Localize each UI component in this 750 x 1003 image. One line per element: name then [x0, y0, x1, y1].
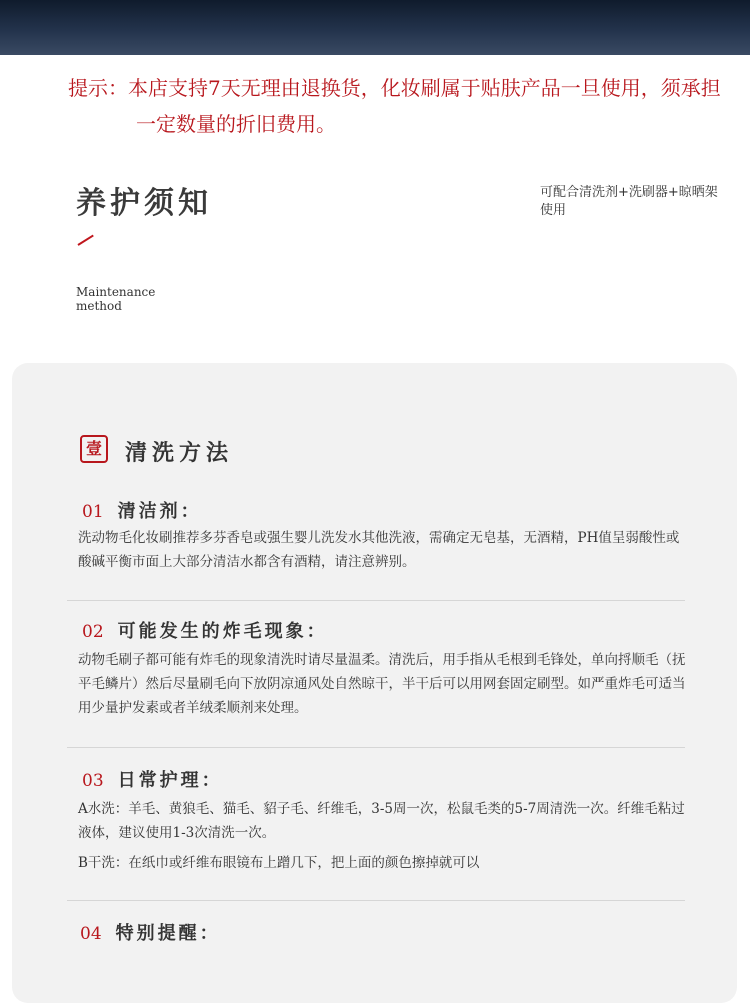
- decorative-slash: [77, 235, 93, 246]
- item-heading: [80, 919, 221, 945]
- section-number-badge: 壹: [80, 435, 108, 463]
- divider: [67, 600, 685, 601]
- item-title: 可能发生的炸毛现象：: [117, 621, 328, 642]
- item-title: 特别提醒：: [115, 923, 221, 944]
- return-policy-tip: [68, 70, 728, 142]
- divider: [67, 900, 685, 901]
- page-title: 养护须知: [76, 186, 212, 221]
- item-number: 03: [82, 771, 104, 791]
- page-subtitle-en: Maintenance method: [76, 285, 156, 313]
- item-paragraph: 洗动物毛化妆刷推荐多芬香皂或强生婴儿洗发水其他洗液，需确定无皂基，无酒精，PH值呈弱酸性或酸碱平衡市面上大部分清洁水都含有酒精，请注意辨别。: [78, 530, 680, 570]
- item-number: 01: [82, 502, 104, 522]
- usage-note: 可配合清洗剂+洗刷器+晾晒架使用: [540, 185, 718, 218]
- item-number: 02: [82, 622, 104, 642]
- tip-text: 本店支持7天无理由退换货，化妆刷属于贴肤产品一旦使用，须承担一定数量的折旧费用。: [128, 76, 721, 136]
- item-heading: [82, 766, 223, 792]
- item-title: 日常护理：: [117, 770, 223, 791]
- item-heading: [82, 617, 328, 643]
- item-heading: [82, 497, 202, 523]
- tip-label: 提示：: [68, 76, 128, 100]
- divider: [67, 747, 685, 748]
- item-paragraph: 动物毛刷子都可能有炸毛的现象清洗时请尽量温柔。清洗后，用手指从毛根到毛锋处，单向捋顺毛（抚平毛鳞片）然后尽量刷毛向下放阴凉通风处自然晾干，半干后可以用网套固定刷型。如严重炸毛可适当用少量护发素或者羊绒柔顺剂来处理。: [78, 652, 686, 716]
- item-number: 04: [80, 924, 102, 944]
- item-title: 清洁剂：: [117, 501, 202, 522]
- item-paragraph: B干洗：在纸巾或纤维布眼镜布上蹭几下，把上面的颜色擦掉就可以: [78, 855, 480, 871]
- section-title: 清洗方法: [125, 440, 234, 466]
- item-paragraph: A水洗：羊毛、黄狼毛、猫毛、貂子毛、纤维毛，3-5周一次，松鼠毛类的5-7周清洗一次。纤维毛粘过液体，建议使用1-3次清洗一次。: [78, 801, 685, 841]
- top-photo-band: [0, 0, 750, 55]
